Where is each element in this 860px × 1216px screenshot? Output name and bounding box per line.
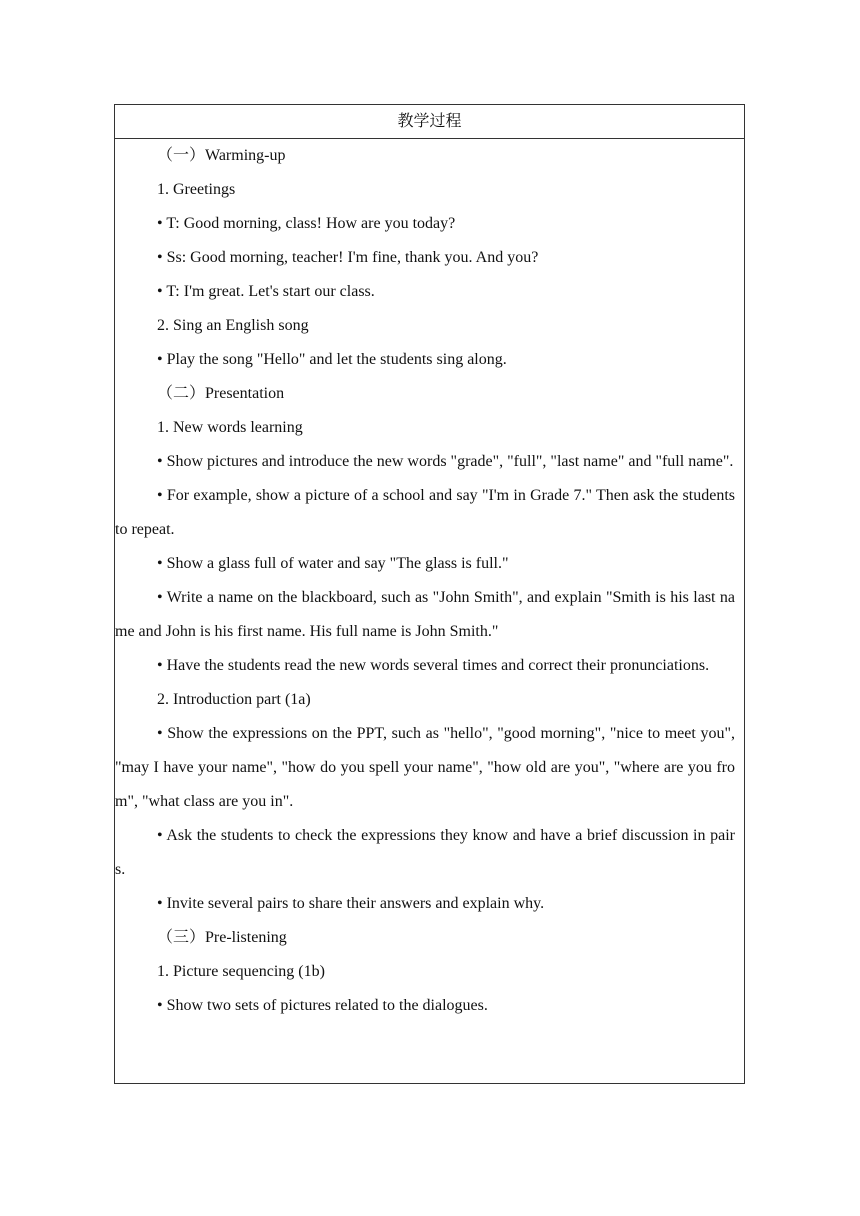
table-header — [115, 105, 744, 139]
bullet-item: • For example, show a picture of a school and say "I'm in Grade 7." Then ask the students to repeat. — [115, 487, 735, 538]
bullet-item: • T: Good morning, class! How are you today? — [157, 215, 456, 232]
bullet-item: • Show a glass full of water and say "The glass is full." — [157, 555, 509, 572]
bullet-item: • Show two sets of pictures related to the dialogues. — [157, 997, 488, 1014]
lesson-table — [114, 104, 745, 1084]
step-new-words: 1. New words learning — [157, 419, 303, 436]
bullet-item: • Play the song "Hello" and let the students sing along. — [157, 351, 507, 368]
bullet-item: • T: I'm great. Let's start our class. — [157, 283, 375, 300]
bullet-item: • Ask the students to check the expressions they know and have a brief discussion in pairs. — [115, 827, 735, 878]
bullet-item: • Show pictures and introduce the new words "grade", "full", "last name" and "full name". — [157, 453, 734, 470]
step-sing-song: 2. Sing an English song — [157, 317, 309, 334]
bullet-item: • Have the students read the new words several times and correct their pronunciations. — [157, 657, 710, 674]
bullet-item: • Show the expressions on the PPT, such as "hello", "good morning", "nice to meet you", "may I have your name", "how do you spell your name", "how old are you", "where are you from", "what class are you in". — [115, 725, 735, 810]
section-heading-pre-listening: （三）Pre-listening — [157, 929, 287, 946]
step-picture-sequencing: 1. Picture sequencing (1b) — [157, 963, 325, 980]
bullet-item: • Write a name on the blackboard, such as "John Smith", and explain "Smith is his last name and John is his first name. His full name is John Smith." — [115, 589, 735, 640]
bullet-item: • Invite several pairs to share their answers and explain why. — [157, 895, 545, 912]
step-introduction: 2. Introduction part (1a) — [157, 691, 311, 708]
step-greetings: 1. Greetings — [157, 181, 236, 198]
header-title: 教学过程 — [397, 113, 462, 130]
table-content — [115, 139, 744, 1023]
section-heading-warming-up: （一）Warming-up — [157, 147, 286, 164]
bullet-item: • Ss: Good morning, teacher! I'm fine, thank you. And you? — [157, 249, 539, 266]
section-heading-presentation: （二）Presentation — [157, 385, 285, 402]
